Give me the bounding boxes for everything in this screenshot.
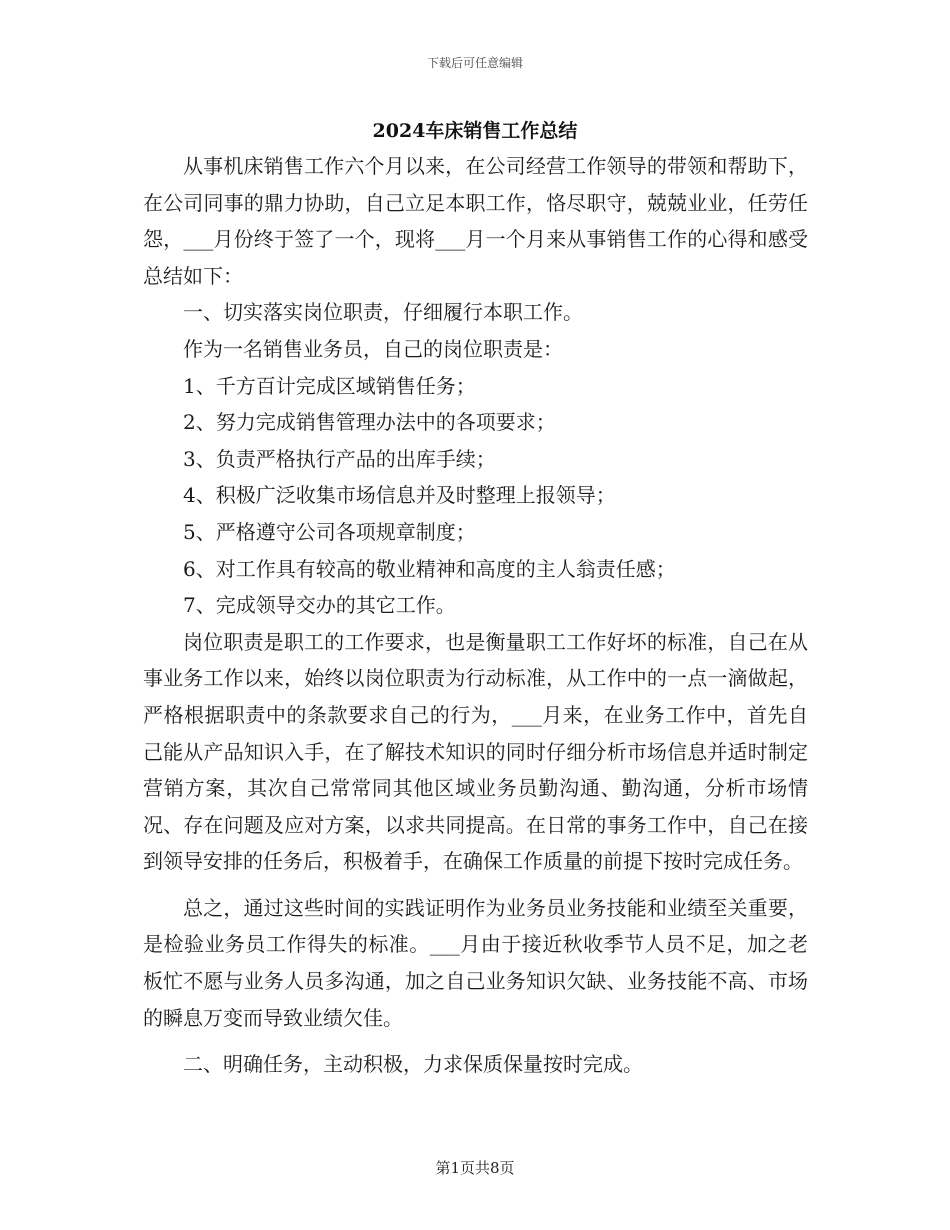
paragraph-duties-detail: 岗位职责是职工的工作要求，也是衡量职工工作好坏的标准，自己在从事业务工作以来，始终以岗位职责为行动标准，从工作中的一点一滴做起，严格根据职责中的条款要求自己的行为，___月来，在业务工作中，首先自己能从产品知识入手，在了解技术知识的同时仔细分析市场信息并适时制定营销方案，其次自己常常同其他区域业务员勤沟通、勤沟通，分析市场情况、存在问题及应对方案，以求共同提高。在日常的事务工作中，自己在接到领导安排的任务后，积极着手，在确保工作质量的前提下按时完成任务。 (143, 629, 808, 874)
paragraph-summary: 总之，通过这些时间的实践证明作为业务员业务技能和业绩至关重要，是检验业务员工作得失的标准。___月由于接近秋收季节人员不足，加之老板忙不愿与业务人员多沟通，加之自己业务知识欠缺、业务技能不高、市场的瞬息万变而导致业绩欠佳。 (143, 895, 808, 1030)
page-number: 第1页共8页 (435, 1159, 515, 1177)
list-item-duty-4: 4、积极广泛收集市场信息并及时整理上报领导； (183, 483, 616, 508)
list-item-duty-3: 3、负责严格执行产品的出库手续； (183, 446, 496, 471)
list-item-duty-1: 1、千方百计完成区域销售任务； (183, 373, 476, 398)
section-heading-1: 一、切实落实岗位职责，仔细履行本职工作。 (183, 300, 583, 325)
section-heading-2: 二、明确任务，主动积极，力求保质保量按时完成。 (183, 1052, 643, 1077)
document-body (143, 148, 808, 1083)
document-title: 2024车床销售工作总结 (372, 120, 578, 142)
header-note: 下载后可任意编辑 (426, 56, 523, 70)
paragraph-duties-intro: 作为一名销售业务员，自己的岗位职责是： (183, 336, 563, 361)
list-item-duty-5: 5、严格遵守公司各项规章制度； (183, 519, 476, 544)
list-item-duty-6: 6、对工作具有较高的敬业精神和高度的主人翁责任感； (183, 556, 676, 581)
list-item-duty-2: 2、努力完成销售管理办法中的各项要求； (183, 410, 556, 435)
list-item-duty-7: 7、完成领导交办的其它工作。 (183, 593, 456, 618)
paragraph-intro: 从事机床销售工作六个月以来，在公司经营工作领导的带领和帮助下，在公司同事的鼎力协助，自己立足本职工作，恪尽职守，兢兢业业，任劳任怨，___月份终于签了一个，现将___月一个月来从事销售工作的心得和感受总结如下： (143, 154, 808, 288)
